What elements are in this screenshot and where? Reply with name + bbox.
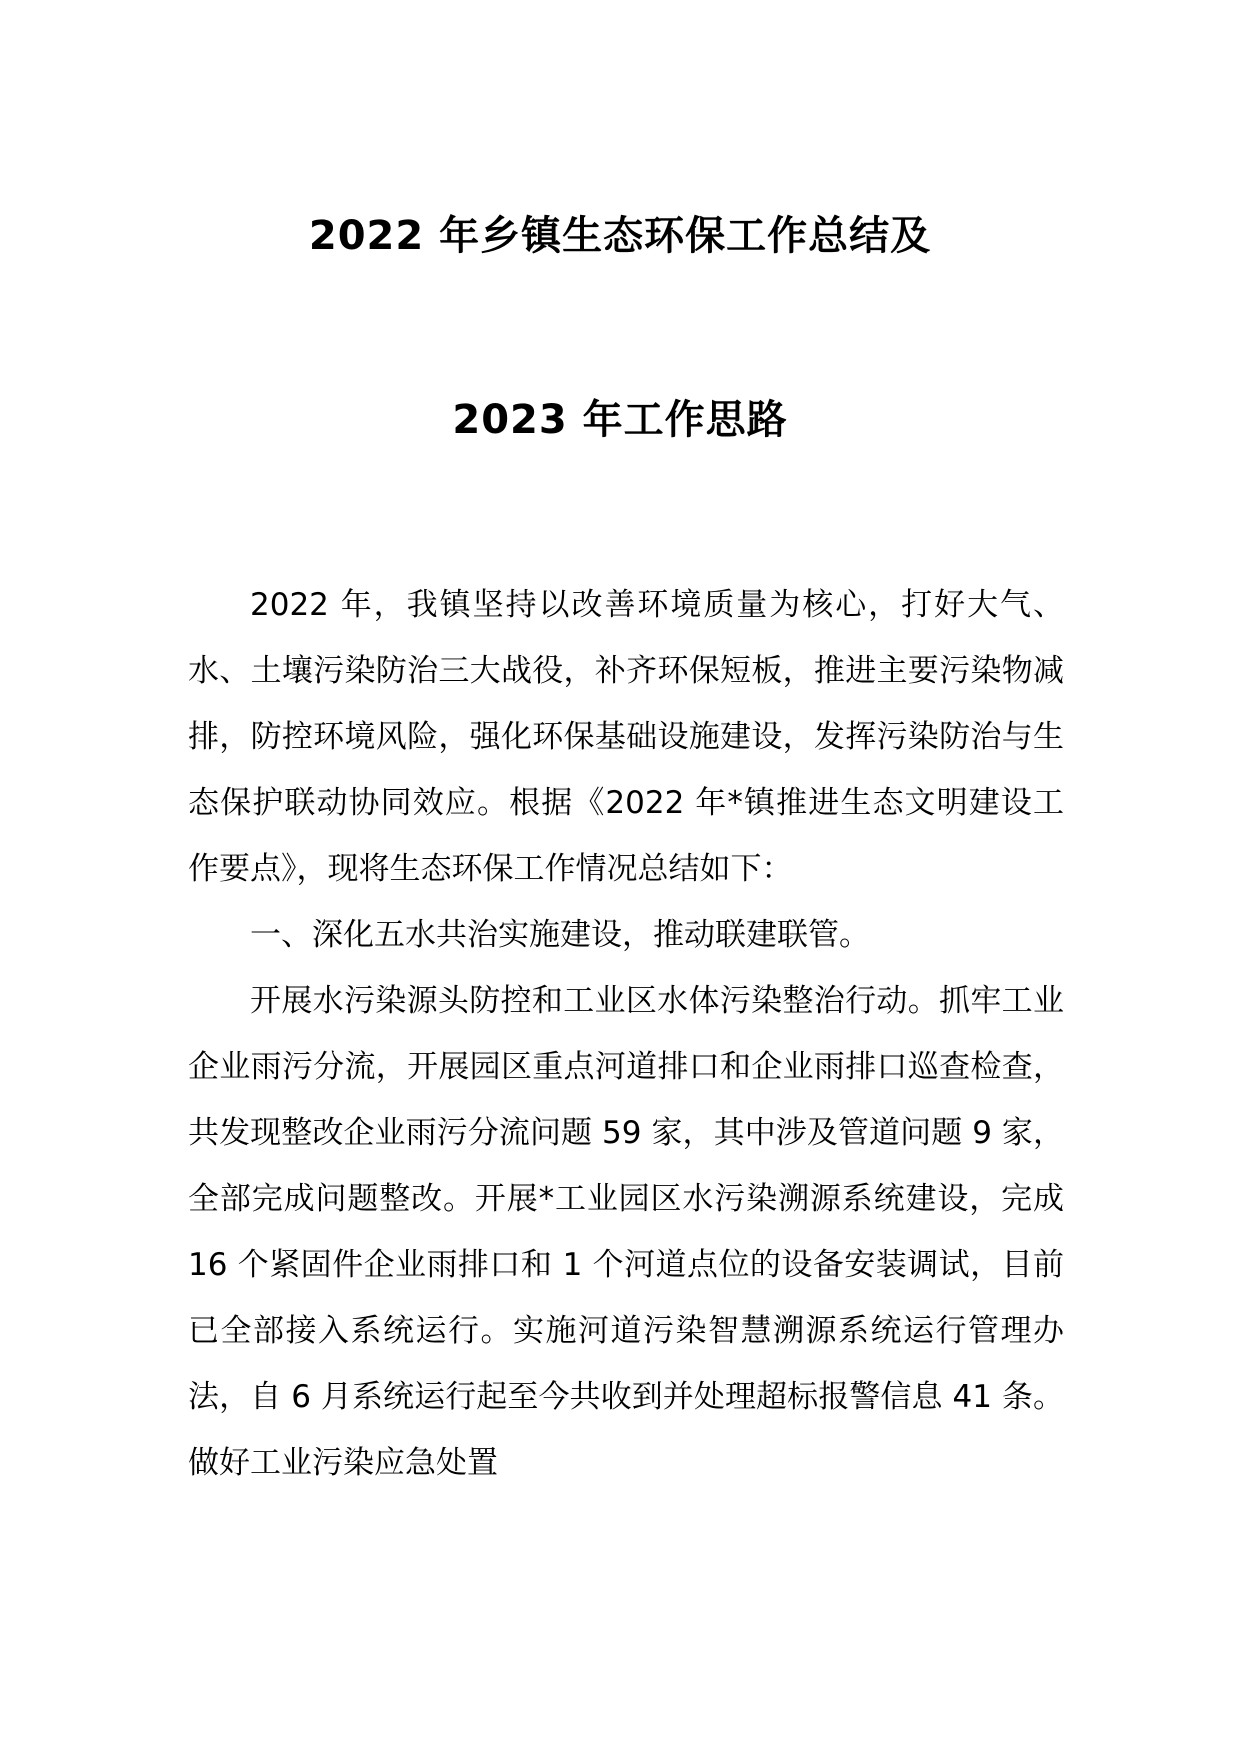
document-title-line-2: 2023 年工作思路 — [452, 397, 788, 443]
document-title-line-1: 2022 年乡镇生态环保工作总结及 — [308, 213, 932, 259]
paragraph-intro: 2022 年，我镇坚持以改善环境质量为核心，打好大气、水、土壤污染防治三大战役，补齐环保短板，推进主要污染物减排，防控环境风险，强化环保基础设施建设，发挥污染防治与生态保护联动协同效应。根据《2022 年*镇推进生态文明建设工作要点》，现将生态环保工作情况总结如下： — [188, 587, 1064, 887]
paragraph-water-pollution: 开展水污染源头防控和工业区水体污染整治行动。抓牢工业企业雨污分流，开展园区重点河道排口和企业雨排口巡查检查，共发现整改企业雨污分流问题 59 家，其中涉及管道问题 9 家，全部完成问题整改。开展*工业园区水污染溯源系统建设，完成 16 个紧固件企业雨排口和 1 个河道点位的设备安装调试，目前已全部接入系统运行。实施河道污染智慧溯源系统运行管理办法，自 6 月系统运行起至今共收到并处理超标报警信息 41 条。做好工业污染应急处置 — [188, 983, 1064, 1481]
document-body — [188, 572, 1064, 1496]
section-heading-1: 一、深化五水共治实施建设，推动联建联管。 — [250, 917, 870, 953]
